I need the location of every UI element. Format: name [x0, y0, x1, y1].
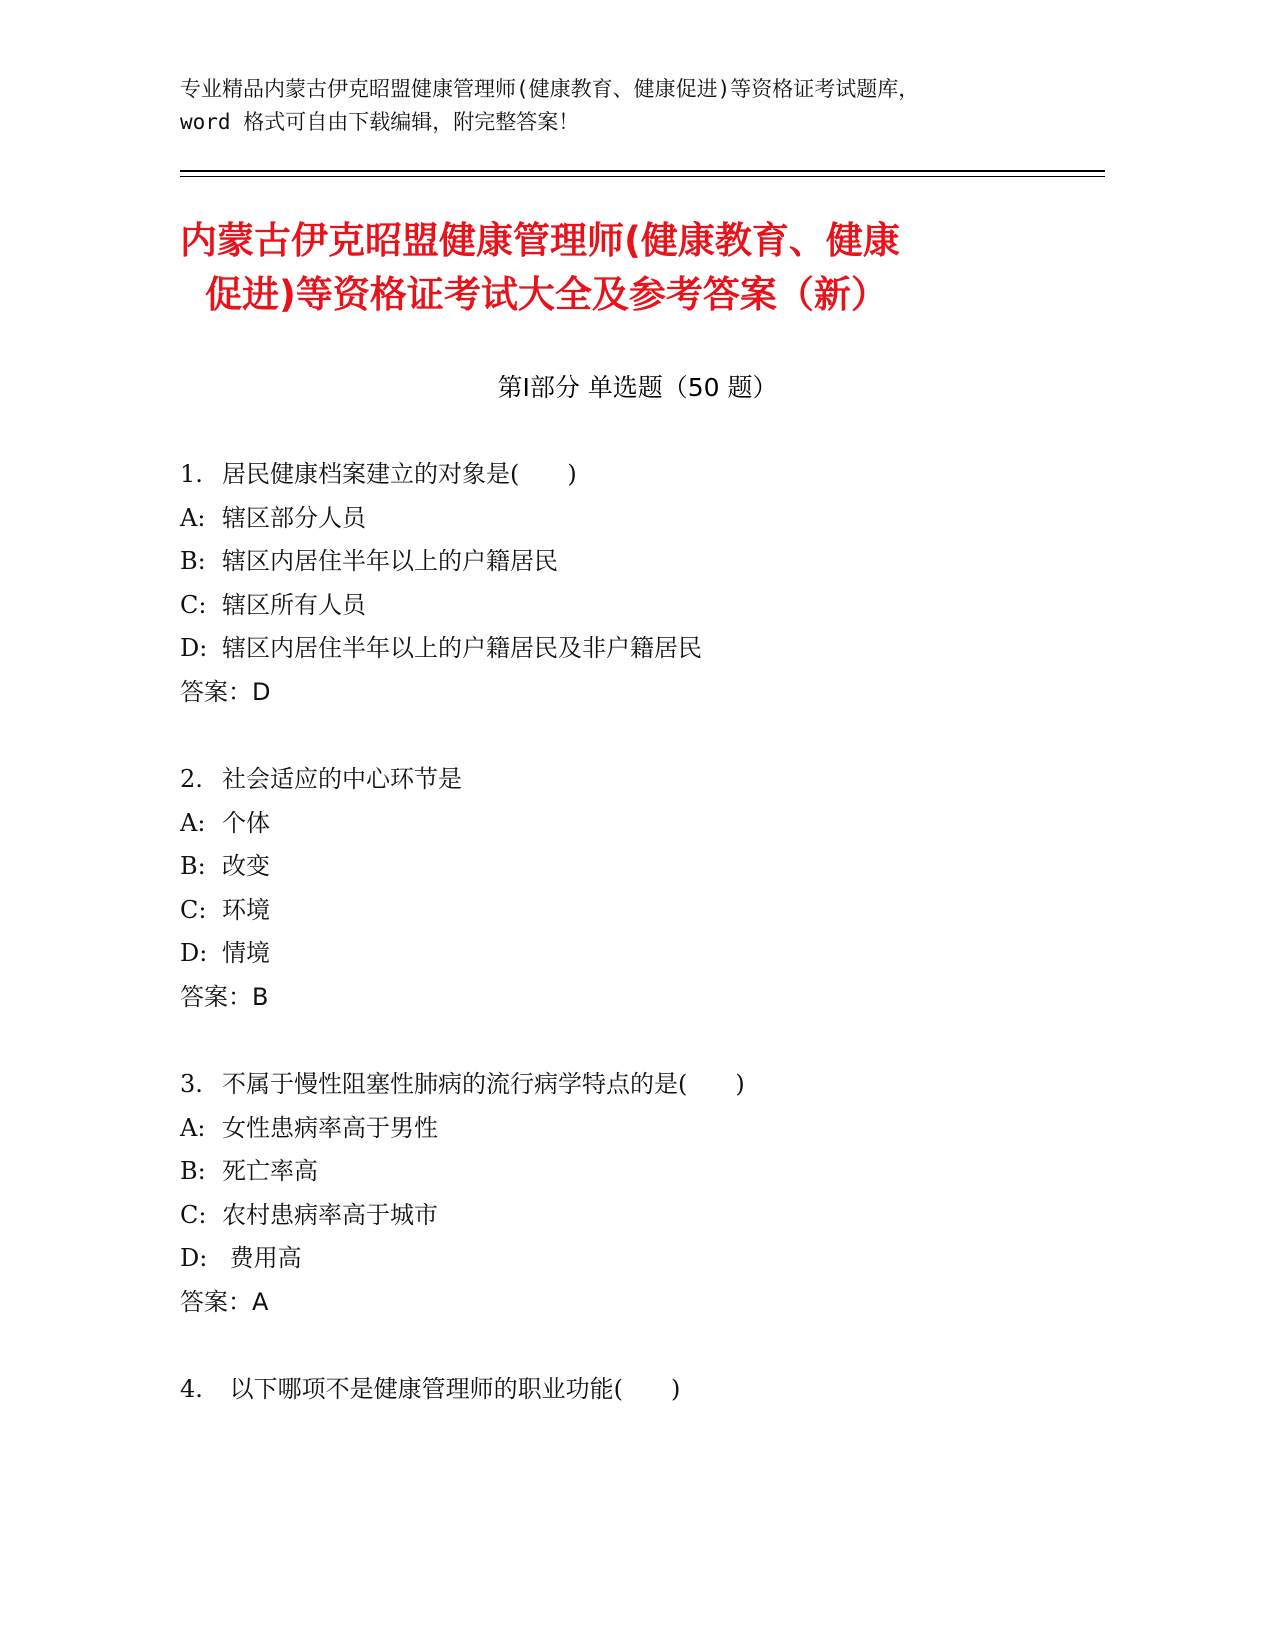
option-letter: B:: [180, 1157, 206, 1186]
answer-line: 答案：A: [180, 1287, 269, 1316]
option-d: [180, 1237, 1080, 1281]
option-b: [180, 540, 1080, 584]
answer-line: 答案：D: [180, 677, 271, 706]
question-number: 2.: [180, 765, 203, 793]
header-note: [180, 73, 1110, 139]
option-b: [180, 1150, 1080, 1194]
option-a: [180, 497, 1080, 541]
option-text: 环境: [222, 895, 270, 924]
option-text: 情境: [222, 939, 270, 968]
question-stem: [180, 1063, 1080, 1107]
header-note-line-1: 专业精品内蒙古伊克昭盟健康管理师(健康教育、健康促进)等资格证考试题库，: [180, 77, 920, 101]
document-title-line-1: 内蒙古伊克昭盟健康管理师(健康教育、健康: [180, 219, 900, 262]
option-letter: C:: [180, 1200, 207, 1229]
option-letter: A:: [180, 808, 206, 837]
question-number: 4.: [180, 1375, 203, 1403]
option-c: [180, 1194, 1080, 1238]
header-divider-thin: [180, 176, 1105, 177]
question-stem: [180, 453, 1080, 497]
option-letter: D:: [180, 634, 208, 663]
question-number: 1.: [180, 460, 203, 488]
option-text: 女性患病率高于男性: [222, 1113, 438, 1142]
question-4: [180, 1368, 1080, 1412]
option-text: 费用高: [222, 1244, 302, 1273]
option-text: 辖区内居住半年以上的户籍居民及非户籍居民: [222, 634, 702, 663]
option-letter: B:: [180, 852, 206, 881]
header-divider-thick: [180, 170, 1105, 172]
question-number: 3.: [180, 1070, 203, 1098]
option-letter: A:: [180, 1113, 206, 1142]
option-letter: C:: [180, 895, 207, 924]
option-letter: D:: [180, 1244, 208, 1273]
question-1: [180, 453, 1080, 715]
option-letter: C:: [180, 590, 207, 619]
option-a: [180, 802, 1080, 846]
answer-line: 答案：B: [180, 982, 269, 1011]
option-c: [180, 889, 1080, 933]
question-2: [180, 758, 1080, 1020]
question-text: 居民健康档案建立的对象是( ): [222, 460, 577, 488]
option-text: 辖区内居住半年以上的户籍居民: [222, 547, 558, 576]
document-title: [180, 214, 1095, 322]
section-title: 第Ⅰ部分 单选题（50 题）: [497, 373, 778, 402]
option-text: 辖区所有人员: [222, 590, 366, 619]
header-note-line-2: word 格式可自由下载编辑，附完整答案！: [180, 110, 580, 134]
option-c: [180, 584, 1080, 628]
option-text: 死亡率高: [222, 1157, 318, 1186]
question-3: [180, 1063, 1080, 1325]
option-text: 辖区部分人员: [222, 503, 366, 532]
option-letter: B:: [180, 547, 206, 576]
option-letter: A:: [180, 503, 206, 532]
question-stem: [180, 1368, 1080, 1412]
option-text: 农村患病率高于城市: [222, 1200, 438, 1229]
option-d: [180, 627, 1080, 671]
question-text: 社会适应的中心环节是: [222, 765, 462, 793]
option-a: [180, 1107, 1080, 1151]
option-b: [180, 845, 1080, 889]
option-letter: D:: [180, 939, 208, 968]
option-d: [180, 932, 1080, 976]
question-text: 以下哪项不是健康管理师的职业功能( ): [222, 1375, 681, 1403]
option-text: 改变: [222, 852, 270, 881]
question-stem: [180, 758, 1080, 802]
document-title-line-2: 促进)等资格证考试大全及参考答案（新）: [205, 273, 888, 316]
question-text: 不属于慢性阻塞性肺病的流行病学特点的是( ): [222, 1070, 745, 1098]
option-text: 个体: [222, 808, 270, 837]
